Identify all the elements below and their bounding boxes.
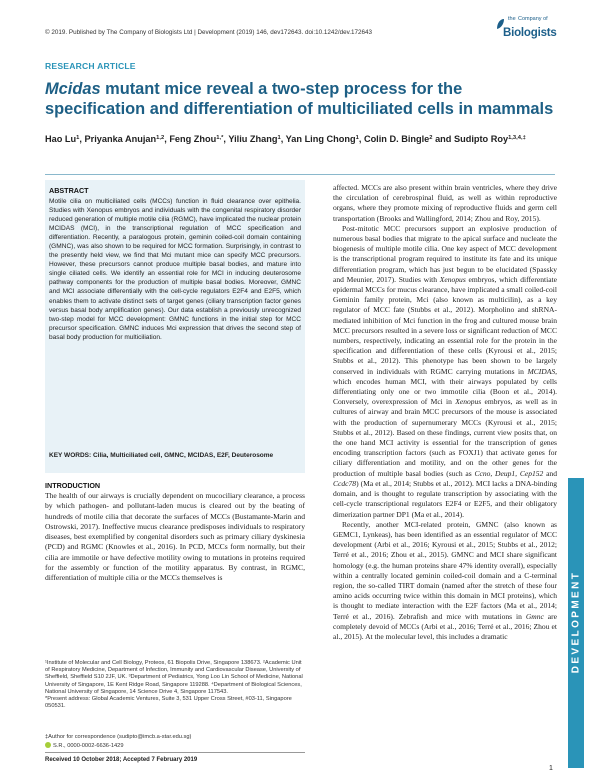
title-rest: mutant mice reveal a two-step process for the specification and differentiation of multiciliated cells in mammals <box>45 80 554 118</box>
abstract-text: Motile cilia on multiciliated cells (MCCs) function in fluid clearance over epithelia. Studies with Xenopus embryos and individuals with the congenital respiratory disorder reduced generation of multiple motile cilia (RGMC), have implicated the nuclear protein MCIDAS (MCI), in the transcriptional regulation of MCC specification and differentiation. Recently, a paralogous protein, geminin coiled-coil domain containing (GMNC), was also shown to be required for MCC formation. Surprisingly, in contrast to the presently held view, we find that Mci mutant mice can specify MCC precursors. However, these precursors cannot produce multiple basal bodies, and mature into single ciliated cells. We identify an essential role for MCI in inducing deuterosome pathway components for the production of multiple basal bodies. Moreover, GMNC and MCI associate differentially with the cell-cycle regulators E2F4 and E2F5, which enables them to activate distinct sets of target genes (ciliary transcription factor genes versus basal body amplification genes). Our data establish a previously unrecognized two-step model for MCC development: GMNC functions in the initial step for MCC precursor specification. GMNC induces Mci expression that drives the second step of basal body production for multiciliation. <box>49 198 301 341</box>
author-affiliation-marker: 1 <box>355 135 359 141</box>
author-name[interactable]: Sudipto Roy <box>453 134 509 144</box>
abstract-heading: ABSTRACT <box>49 186 89 195</box>
introduction-text: The health of our airways is crucially dependent on mucociliary clearance, a process by which pathogen- and pollutant-laden mucus is cleared out by the beating of hundreds of motile cilia that decorate the surfaces of MCCs (Bustamante-Marin and Ostrowski, 2017). Ineffective mucus clearance predisposes individuals to respiratory diseases, best exemplified by congenital disorders such as primary ciliary dyskinesia (PCD) and RGMC (Knowles et al., 2016). In PCD, MCCs form normally, but their cilia are immotile or have defective motility owing to mutations in proteins required for the assembly or function of the motility apparatus. By contrast, in RGMC, differentiation of multiple cilia or the MCCs themselves is <box>45 491 305 582</box>
logo-the: the <box>508 16 516 22</box>
author-name[interactable]: Yan Ling Chong <box>285 134 356 144</box>
company-of-biologists-logo[interactable] <box>496 16 556 46</box>
author-name[interactable]: Yiliu Zhang <box>228 134 278 144</box>
logo-biologists: Biologists <box>503 27 557 39</box>
divider <box>45 174 555 175</box>
introduction-heading: INTRODUCTION <box>45 481 101 490</box>
affiliation-list: ¹Institute of Molecular and Cell Biology, Proteos, 61 Biopolis Drive, Singapore 138673. ²Academic Unit of Respiratory Medicine, Department of Infection, Immunity and Cardiovascular Disease, University of Sheffield, Sheffield S10 2JF, UK. ³Department of Pediatrics, Yong Loo Lin School of Medicine, National University of Singapore, 1E Kent Ridge Road, Singapore 119288. ⁴Department of Biological Sciences, National University of Singapore, 14 Science Drive 4, Singapore 117543. <box>45 660 303 695</box>
orcid-id[interactable]: S.R., 0000-0002-6636-1429 <box>53 743 124 749</box>
author-affiliation-marker: 1 <box>76 135 80 141</box>
author-list: Hao Lu$^1$, Priyanka Anujan$^{1,2}$, Feng Zhou$^{1,*}$, Yiliu Zhang$^1$, Yan Ling Chong$^1$, Colin D. Bingle$^2$ and Sudipto Roy$^{1,3,4,\ddagger}$ <box>45 134 526 144</box>
affiliations <box>45 660 303 710</box>
orcid-icon <box>45 742 51 748</box>
body-column-2 <box>333 183 557 642</box>
received-dates: Received 10 October 2018; Accepted 7 February 2019 <box>45 757 198 763</box>
journal-citation: © 2019. Published by The Company of Biologists Ltd | Development (2019) 146, dev172643. doi:10.1242/dev.172643 <box>45 29 373 36</box>
section-label: RESEARCH ARTICLE <box>45 61 136 71</box>
keywords: KEY WORDS: Cilia, Multiciliated cell, GMNC, MCIDAS, E2F, Deuterosome <box>49 452 274 459</box>
author-name[interactable]: Colin D. Bingle <box>363 134 430 144</box>
orcid-line[interactable] <box>45 742 124 749</box>
author-affiliation-marker: 1,2 <box>156 135 165 141</box>
present-address: *Present address: Global Academic Ventures, Suite 3, 531 Upper Cross Street, #03-11, Singapore 050531. <box>45 696 292 710</box>
page-number: 1 <box>549 765 553 772</box>
author-name[interactable]: Feng Zhou <box>169 134 217 144</box>
correspondence: ‡Author for correspondence (sudipto@imcb.a-star.edu.sg) <box>45 734 192 740</box>
logo-company: Company of <box>518 16 548 22</box>
author-affiliation-marker: 1 <box>277 135 281 141</box>
paragraph: Recently, another MCI-related protein, GMNC (also known as GEMC1, Lynkeas), has been identified as an essential regulator of MCC development (Arbi et al., 2016; Kyrousi et al., 2015; Stubbs et al., 2012; Terré et al., 2016; Zhou et al., 2015). GMNC and MCI share significant homology (e.g. the human proteins share 47% identity overall), especially within a centrally located geminin coiled-coil domain and a C-terminal region, the so-called TIRT domain (named after the stretch of these four amino acids occurring twice within this domain in MCI proteins), which is thought to mediate interaction with the E2F factors (Ma et al., 2014; Terré et al., 2016). Zebrafish and mice with mutations in Gmnc are completely devoid of MCCs (Arbi et al., 2016; Terré et al., 2016; Zhou et al., 2015). At the molecular level, this includes a dramatic <box>333 519 557 641</box>
author-name[interactable]: Hao Lu <box>45 134 77 144</box>
author-name[interactable]: Priyanka Anujan <box>84 134 157 144</box>
divider <box>45 752 305 753</box>
journal-side-label: DEVELOPMENT <box>570 570 582 674</box>
author-affiliation-marker: 1,* <box>216 135 224 141</box>
author-affiliation-marker: 2 <box>429 135 433 141</box>
title-italic: Mcidas <box>45 80 101 98</box>
paragraph: Post-mitotic MCC precursors support an explosive production of numerous basal bodies that migrate to the apical surface and nucleate the biogenesis of multiple motile cilia. One key aspect of MCC development is the transcriptional program required to institute its fate and its unique differentiation program, which has just begun to be elucidated (Spassky and Meunier, 2017). Studies with Xenopus embryos, which differentiate epidermal MCCs for mucus clearance, have implicated a small coiled-coil Geminin family protein, Mci (also known as multicilin), as a key regulator of MCC fate (Stubbs et al., 2012). Morpholino and shRNA-mediated inhibition of Mci function in the frog and cultured mouse brain MCC precursors resulted in a severe loss or significant reduction of MCC numbers, respectively, indicating an essential role for the protein in the specification and differentiation of these cells (Kyrousi et al., 2015; Stubbs et al., 2012). This phenotype has been shown to be largely conserved in individuals with RGMC carrying mutations in MCIDAS, which encodes human MCI, with their airways populated by cells differentiating only one or two immotile cilia (Boon et al., 2014). Conversely, overexpression of Mci in Xenopus embryos, as well as in cultures of airway and brain MCC precursors of the mouse is associated with the production of supernumerary MCCs (Kyrousi et al., 2015; Stubbs et al., 2012). Based on these findings, current view posits that, on the one hand MCI activity is essential for the transcription of genes encoding transcription factors (such as FOXJ1) that activate genes for ciliary differentiation and motility, and on the other genes for the production of multiple basal bodies (such as Ccno, Deup1, Cep152 and Ccdc78) (Ma et al., 2014; Stubbs et al., 2012). MCI lacks a DNA-binding domain, and is thought to regulate transcription by associating with the cell-cycle transcriptional regulators E2F4 or E2F5, and their obligatory dimerization partner DP1 (Ma et al., 2014). <box>333 223 557 519</box>
article-title <box>45 80 565 119</box>
paragraph: affected. MCCs are also present within brain ventricles, where they drive the circulation of cerebrospinal fluid, as well as within reproductive organs, where they promote mixing of reproductive fluids and germ cell transportation (Brooks and Wallingford, 2014; Zhou and Roy, 2015). <box>333 183 557 223</box>
author-affiliation-marker: 1,3,4,‡ <box>508 135 526 141</box>
